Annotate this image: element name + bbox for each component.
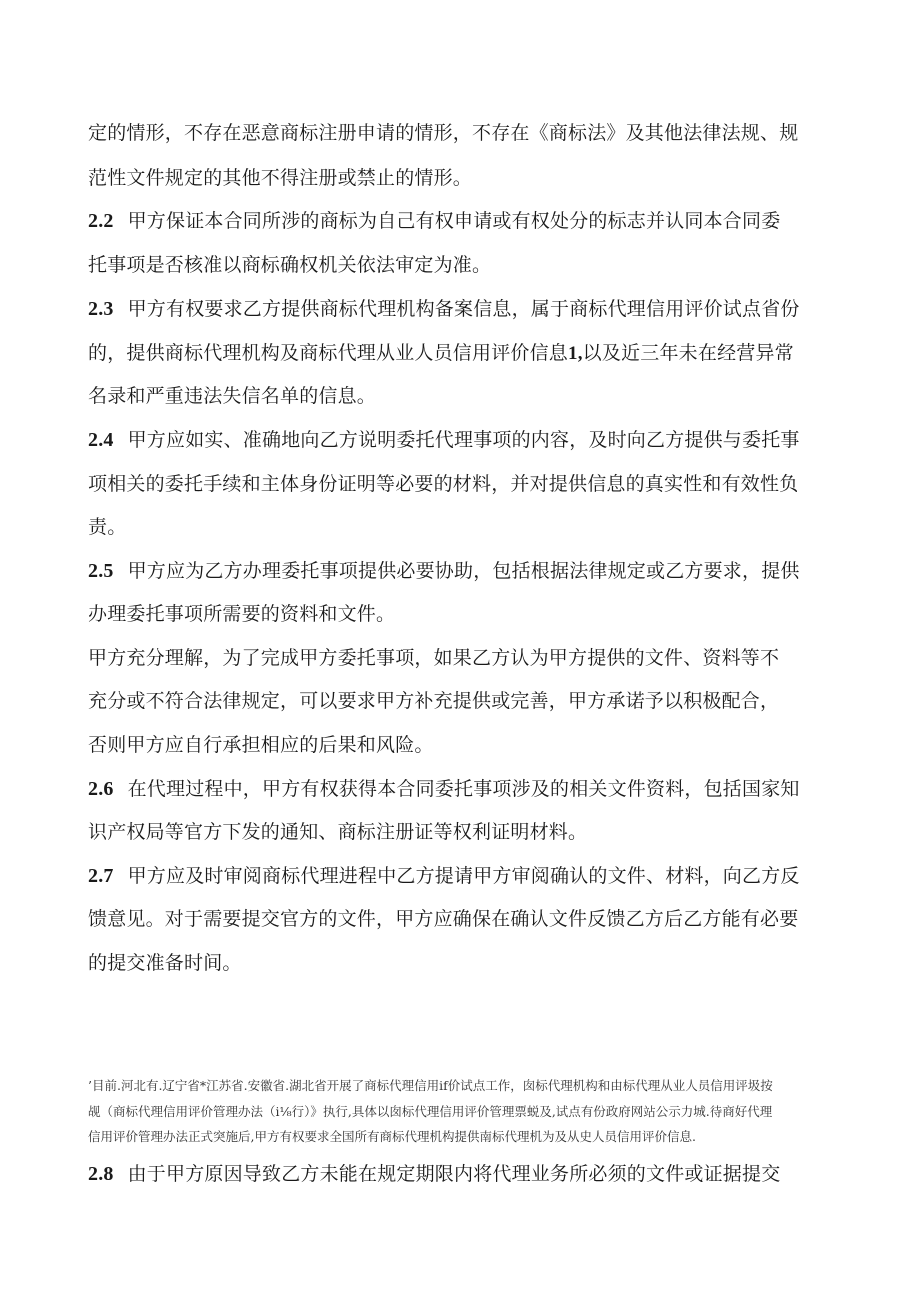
- text: 馈意见。对于需要提交官方的文件，甲方应确保在确认文件反馈乙方后乙方能有必要: [88, 908, 799, 930]
- clause-number: 2.5: [88, 560, 114, 582]
- paragraph-line: [88, 515, 126, 539]
- text: 在代理过程中，甲方有权获得本合同委托事项涉及的相关文件资料，包括国家知: [127, 778, 800, 800]
- footnote-marker: 1,: [568, 343, 583, 364]
- paragraph-line: [88, 907, 798, 931]
- text: 甲方充分理解，为了完成甲方委托事项，如果乙方认为甲方提供的文件、资料等不: [88, 647, 780, 669]
- text: 范性文件规定的其他不得注册或禁止的情形。: [88, 167, 473, 189]
- text: 充分或不符合法律规定，可以要求甲方补充提供或完善，甲方承诺予以积极配合，: [88, 690, 780, 712]
- text: 的提交准备时间。: [88, 952, 242, 974]
- text: 识产权局等官方下发的通知、商标注册证等权利证明材料。: [88, 821, 588, 843]
- clause-number: 2.8: [88, 1163, 114, 1185]
- clause-number: 2.4: [88, 429, 114, 451]
- clause-2-4: [88, 428, 800, 452]
- paragraph-line: [88, 253, 491, 277]
- paragraph-line: [88, 472, 798, 496]
- text: 甲方应为乙方办理委托事项提供必要协助，包括根据法律规定或乙方要求，提供: [127, 560, 800, 582]
- clause-2-3: [88, 297, 800, 321]
- footnote-line: [88, 1104, 772, 1120]
- clause-2-8: [88, 1162, 780, 1186]
- text: 定的情形，不存在恶意商标注册申请的情形，不存在《商标法》及其他法律法规、规: [88, 122, 799, 144]
- paragraph-line: [88, 602, 395, 626]
- clause-number: 2.2: [88, 210, 114, 232]
- text: 项相关的委托手续和主体身份证明等必要的材料，并对提供信息的真实性和有效性负: [88, 473, 799, 495]
- text: 的，提供商标代理机构及商标代理从业人员信用评价信息: [88, 342, 569, 364]
- text: 责。: [88, 516, 127, 538]
- paragraph-line: [88, 166, 472, 190]
- paragraph-line: [88, 384, 376, 408]
- clause-number: 2.6: [88, 778, 114, 800]
- text: 办理委托事项所需要的资料和文件。: [88, 603, 396, 625]
- text: 托事项是否核准以商标确权机关依法审定为准。: [88, 254, 492, 276]
- text: 由于甲方原因导致乙方未能在规定期限内将代理业务所必须的文件或证据提交: [127, 1163, 781, 1185]
- paragraph-line: [88, 341, 794, 366]
- text: 甲方有权要求乙方提供商标代理机构备案信息，属于商标代理信用评价试点省份: [127, 298, 800, 320]
- paragraph-line: [88, 121, 798, 145]
- text: 甲方应如实、准确地向乙方说明委托代理事项的内容，及时向乙方提供与委托事: [127, 429, 800, 451]
- clause-2-7: [88, 864, 800, 888]
- paragraph-line: [88, 733, 434, 757]
- paragraph-line: [88, 646, 779, 670]
- text: ’目前.河北有.辽宁省*江苏省.安徽省.湖北省开展了商标代理信用if价试点工作，囱标代理机构和由标代理从业人员信用评圾按: [88, 1078, 773, 1093]
- text: 名录和严重违法失信名单的信息。: [88, 385, 377, 407]
- clause-number: 2.3: [88, 298, 114, 320]
- text: 甲方应及时审阅商标代理进程中乙方提请甲方审阅确认的文件、材料，向乙方反: [127, 865, 800, 887]
- text: 信用评价管理办法正式突施后,甲方有权要求全国所有商标代理机构提供南标代理机为及从史人员信用评价信息.: [88, 1129, 696, 1144]
- clause-2-5: [88, 559, 800, 583]
- text: 以及近三年未在经营异常: [582, 342, 794, 364]
- clause-2-6: [88, 777, 800, 801]
- text: 甲方保证本合同所涉的商标为自己有权申请或有权处分的标志并认同本合同委: [127, 210, 781, 232]
- paragraph-line: [88, 820, 587, 844]
- footnote-line: [88, 1078, 773, 1094]
- text: 否则甲方应自行承担相应的后果和风险。: [88, 734, 434, 756]
- footnote-line: [88, 1129, 696, 1145]
- paragraph-line: [88, 689, 779, 713]
- text: 觇（商标代理信用评价管理办法（i⅛行）》执行,具体以囱标代理信用评价管理票蜕及,试点有份政府网站公示力城.待商好代理: [88, 1104, 773, 1119]
- paragraph-line: [88, 951, 242, 975]
- clause-number: 2.7: [88, 865, 114, 887]
- clause-2-2: [88, 209, 780, 233]
